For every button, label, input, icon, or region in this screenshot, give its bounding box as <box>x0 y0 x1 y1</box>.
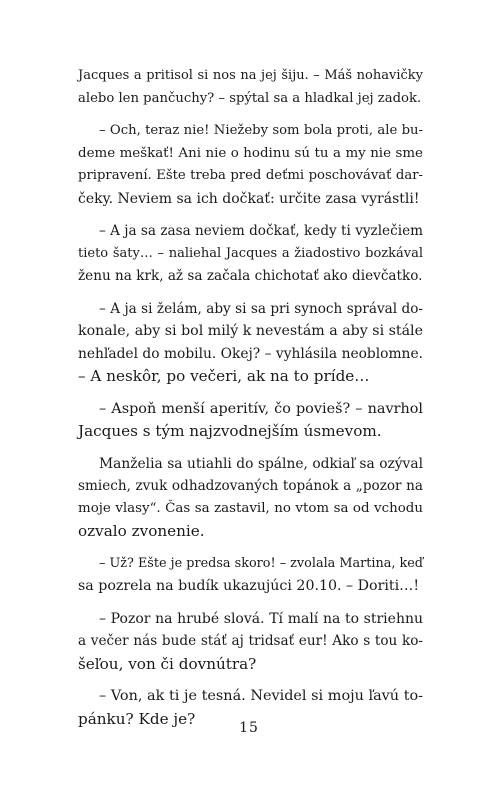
text-line: čeky. Neviem sa ich dočkať: určite zasa vyrástli! <box>78 190 420 207</box>
text-line: – Von, ak ti je tesná. Nevidel si moju ľavú to- <box>99 688 423 704</box>
text-line: – Pozor na hrubé slová. Tí malí na to striehnu <box>99 610 423 627</box>
text-line: nehľadel do mobilu. Okej? – vyhlásila neoblomne. <box>78 345 423 362</box>
text-line: smiech, zvuk odhadzovaných topánok a „pozor na <box>78 478 423 494</box>
text-line: – Už? Ešte je predsa skoro! – zvolala Martina, keď <box>99 555 423 571</box>
text-line: – A neskôr, po večeri, ak na to príde… <box>78 367 370 385</box>
text-line: alebo len pančuchy? – spýtal sa a hladkal jej zadok. <box>78 90 422 106</box>
text-line: – Aspoň menší aperitív, čo povieš? – navrhol <box>99 400 423 417</box>
text-line: ozvalo zvonenie. <box>78 522 205 540</box>
text-line: moje vlasy“. Čas sa zastavil, no vtom sa od vchodu <box>78 500 423 516</box>
text-line: Jacques a pritisol si nos na jej šiju. – Máš nohavičky <box>78 68 423 83</box>
text-line: sa pozrela na budík ukazujúci 20.10. – Doriti…! <box>78 578 420 594</box>
text-line: pánku? Kde je? <box>78 709 196 728</box>
paragraph-1 <box>78 65 423 110</box>
paragraph-7 <box>78 553 423 598</box>
text-line: – A ja si želám, aby si sa pri synoch správal do- <box>99 300 423 317</box>
text-line: – Och, teraz nie! Niežeby som bola proti, ale bu- <box>99 123 423 138</box>
text-line: tieto šaty… – naliehal Jacques a žiadostivo bozkával <box>78 245 423 261</box>
paragraph-2 <box>78 120 423 210</box>
paragraph-6 <box>78 453 423 543</box>
text-line: šeľou, von či dovnútra? <box>78 654 257 673</box>
text-line: a večer nás bude stáť aj tridsať eur! Ako s tou ko- <box>78 633 423 649</box>
paragraph-4 <box>78 298 423 388</box>
text-line: konale, aby si bol milý k nevestám a aby si stále <box>78 323 423 339</box>
text-line: Jacques s tým najzvodnejším úsmevom. <box>78 422 382 440</box>
text-line: – A ja sa zasa neviem dočkať, kedy ti vyzlečiem <box>99 223 423 239</box>
paragraph-5 <box>78 398 423 443</box>
text-line: deme meškať! Ani nie o hodinu sú tu a my nie sme <box>78 145 423 161</box>
page-number: 15 <box>239 720 259 736</box>
body-text <box>78 65 423 730</box>
text-line: pripravení. Ešte treba pred deťmi poschovávať dar- <box>78 168 423 183</box>
text-line: ženu na krk, až sa začala chichotať ako dievčatko. <box>78 268 423 284</box>
paragraph-8 <box>78 608 423 676</box>
text-line: Manželia sa utiahli do spálne, odkiaľ sa ozýval <box>99 455 423 472</box>
paragraph-3 <box>78 220 423 288</box>
